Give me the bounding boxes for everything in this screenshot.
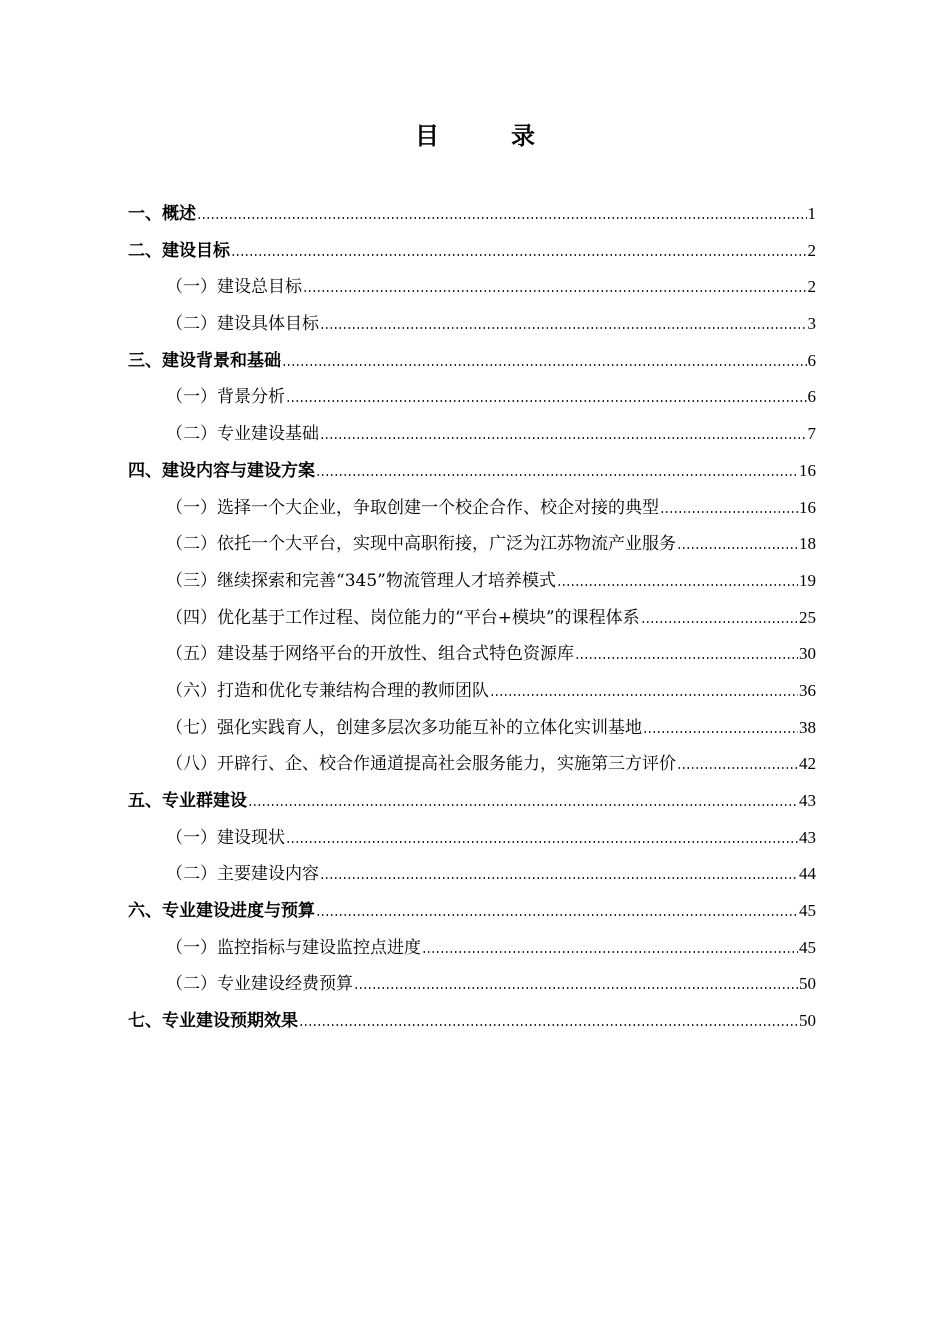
toc-dot-leader [575,657,798,659]
toc-page-number: 18 [799,534,816,554]
toc-dot-leader [231,254,807,256]
toc-entry-label: （二）建设具体目标 [166,314,319,335]
toc-entry-label: （四）优化基于工作过程、岗位能力的“平台+模块”的课程体系 [166,607,640,628]
toc-entry-label: （一）建设总目标 [166,277,302,298]
toc-section-entry[interactable] [128,379,816,416]
toc-entry-label: （一）背景分析 [166,387,285,408]
toc-chapter-entry[interactable] [128,783,816,820]
toc-page-number: 38 [799,717,816,737]
toc-dot-leader [677,547,798,549]
toc-entry-label: 二、建设目标 [128,240,230,261]
toc-page-number: 50 [799,974,816,994]
toc-dot-leader [303,290,807,292]
toc-page-number: 7 [807,424,816,444]
toc-section-entry[interactable] [128,636,816,673]
toc-page-number: 50 [799,1011,816,1031]
toc-dot-leader [316,474,798,476]
toc-entry-label: （一）建设现状 [166,827,285,848]
toc-section-entry[interactable] [128,600,816,637]
toc-dot-leader [316,914,798,916]
toc-page-number: 2 [807,277,816,297]
toc-chapter-entry[interactable] [128,343,816,380]
toc-entry-label: （二）专业建设基础 [166,424,319,445]
toc-chapter-entry[interactable] [128,893,816,930]
toc-page-number: 6 [807,387,816,407]
toc-page-number: 25 [799,607,816,627]
toc-entry-label: （八）开辟行、企、校合作通道提高社会服务能力，实施第三方评价 [166,754,676,775]
toc-dot-leader [490,694,798,696]
toc-dot-leader [286,400,807,402]
toc-dot-leader [557,584,798,586]
toc-page-number: 30 [799,644,816,664]
toc-page-number: 19 [799,570,816,590]
toc-section-entry[interactable] [128,306,816,343]
toc-dot-leader [197,217,807,219]
toc-entry-label: 一、概述 [128,204,196,224]
toc-entry-label: （一）监控指标与建设监控点进度 [166,937,421,958]
toc-entry-label: （二）专业建设经费预算 [166,974,353,995]
toc-entry-label: （二）主要建设内容 [166,864,319,885]
toc-page-number: 43 [799,791,816,810]
toc-dot-leader [248,804,798,806]
toc-entry-label: 七、专业建设预期效果 [128,1011,298,1032]
toc-dot-leader [641,621,798,623]
toc-entry-label: 五、专业群建设 [128,791,247,811]
toc-entry-label: （五）建设基于网络平台的开放性、组合式特色资源库 [166,644,574,665]
toc-section-entry[interactable] [128,269,816,306]
toc-page-number: 43 [799,827,816,847]
toc-page-number: 16 [799,460,816,480]
toc-page-number: 42 [799,754,816,774]
toc-page-number: 6 [807,350,816,370]
toc-page-number: 3 [807,314,816,334]
toc-page-number: 45 [799,901,816,921]
toc-dot-leader [422,951,798,953]
toc-entry-label: 六、专业建设进度与预算 [128,901,315,922]
toc-section-entry[interactable] [128,526,816,563]
toc-section-entry[interactable] [128,673,816,710]
page-title: 目 录 [415,122,559,150]
toc-chapter-entry[interactable] [128,1003,816,1040]
toc-page-number: 36 [799,680,816,700]
toc-dot-leader [299,1024,798,1026]
toc-page-number: 1 [807,204,816,223]
toc-section-entry[interactable] [128,820,816,857]
toc-entry-label: 四、建设内容与建设方案 [128,460,315,481]
toc-section-entry[interactable] [128,746,816,783]
toc-section-entry[interactable] [128,966,816,1003]
toc-chapter-entry[interactable] [128,196,816,233]
toc-entry-label: （一）选择一个大企业，争取创建一个校企合作、校企对接的典型 [166,497,659,518]
toc-entry-label: （二）依托一个大平台，实现中高职衔接，广泛为江苏物流产业服务 [166,534,676,555]
toc-section-entry[interactable] [128,930,816,967]
table-of-contents [128,196,816,1040]
toc-section-entry[interactable] [128,710,816,747]
toc-section-entry[interactable] [128,416,816,453]
toc-dot-leader [320,327,807,329]
toc-section-entry[interactable] [128,856,816,893]
toc-dot-leader [286,841,798,843]
toc-section-entry[interactable] [128,490,816,527]
toc-dot-leader [660,511,798,513]
toc-chapter-entry[interactable] [128,233,816,270]
toc-dot-leader [320,877,798,879]
toc-page-number: 44 [799,864,816,884]
toc-entry-label: 三、建设背景和基础 [128,350,281,371]
toc-section-entry[interactable] [128,563,816,600]
toc-dot-leader [282,364,807,366]
toc-page-number: 16 [799,497,816,517]
toc-page-number: 45 [799,937,816,957]
toc-entry-label: （三）继续探索和完善“345”物流管理人才培养模式 [166,570,556,591]
toc-dot-leader [354,987,798,989]
toc-dot-leader [643,731,798,733]
toc-page-number: 2 [807,240,816,260]
toc-entry-label: （七）强化实践育人，创建多层次多功能互补的立体化实训基地 [166,717,642,738]
toc-dot-leader [320,437,807,439]
toc-dot-leader [677,767,798,769]
toc-chapter-entry[interactable] [128,453,816,490]
toc-entry-label: （六）打造和优化专兼结构合理的教师团队 [166,680,489,701]
